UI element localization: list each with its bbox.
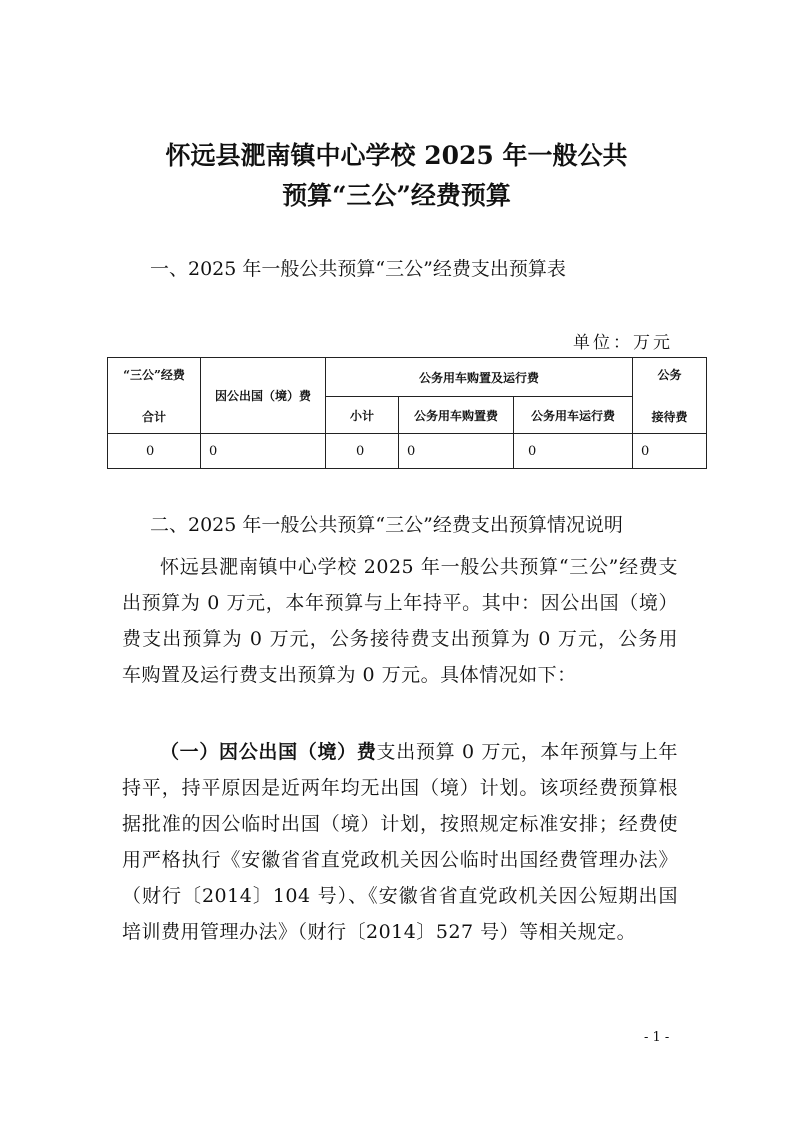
cell-operation: 0 xyxy=(514,434,633,469)
cell-purchase: 0 xyxy=(399,434,514,469)
header-operation: 公务用车运行费 xyxy=(514,397,633,434)
table-row xyxy=(108,434,707,469)
document-title-line2: 预算“三公”经费预算 xyxy=(282,181,511,210)
header-reception-top: 公务 xyxy=(657,368,682,382)
header-subtotal: 小计 xyxy=(326,397,399,434)
unit-label: 单位：万元 xyxy=(573,333,673,353)
paragraph-summary: 怀远县淝南镇中心学校 2025 年一般公共预算“三公”经费支出预算为 0 万元，本年预算与上年持平。其中：因公出国（境）费支出预算为 0 万元，公务接待费支出预算为 0 万元，公务用车购置及运行费支出预算为 0 万元。具体情况如下： xyxy=(122,556,678,686)
cell-reception: 0 xyxy=(633,434,707,469)
document-title-line1: 怀远县淝南镇中心学校 2025 年一般公共 xyxy=(165,141,628,170)
item1-label: （一）因公出国（境）费 xyxy=(160,741,377,763)
header-purchase: 公务用车购置费 xyxy=(399,397,514,434)
header-abroad: 因公出国（境）费 xyxy=(201,358,326,434)
section2-heading: 二、2025 年一般公共预算“三公”经费支出预算情况说明 xyxy=(150,514,623,536)
cell-total: 0 xyxy=(108,434,201,469)
header-reception-bottom: 接待费 xyxy=(651,410,688,424)
header-reception xyxy=(633,358,707,434)
paragraph-abroad xyxy=(122,734,678,950)
table-header-row xyxy=(108,358,707,397)
header-vehicle-group: 公务用车购置及运行费 xyxy=(326,358,633,397)
budget-table xyxy=(107,357,707,469)
cell-abroad: 0 xyxy=(201,434,326,469)
header-total xyxy=(108,358,201,434)
header-total-bottom: 合计 xyxy=(141,410,166,424)
cell-subtotal: 0 xyxy=(326,434,399,469)
header-total-top: “三公”经费 xyxy=(123,368,185,382)
page-number: - 1 - xyxy=(644,1030,670,1045)
item1-text: 支出预算 0 万元，本年预算与上年持平，持平原因是近两年均无出国（境）计划。该项经费预算根据批准的因公临时出国（境）计划，按照规定标准安排；经费使用严格执行《安徽省省直党政机关因公临时出国经费管理办法》（财行〔2014〕104 号）、《安徽省省直党政机关因公短期出国培训费用管理办法》（财行〔2014〕527 号）等相关规定。 xyxy=(122,741,678,943)
section1-heading: 一、2025 年一般公共预算“三公”经费支出预算表 xyxy=(150,258,566,280)
